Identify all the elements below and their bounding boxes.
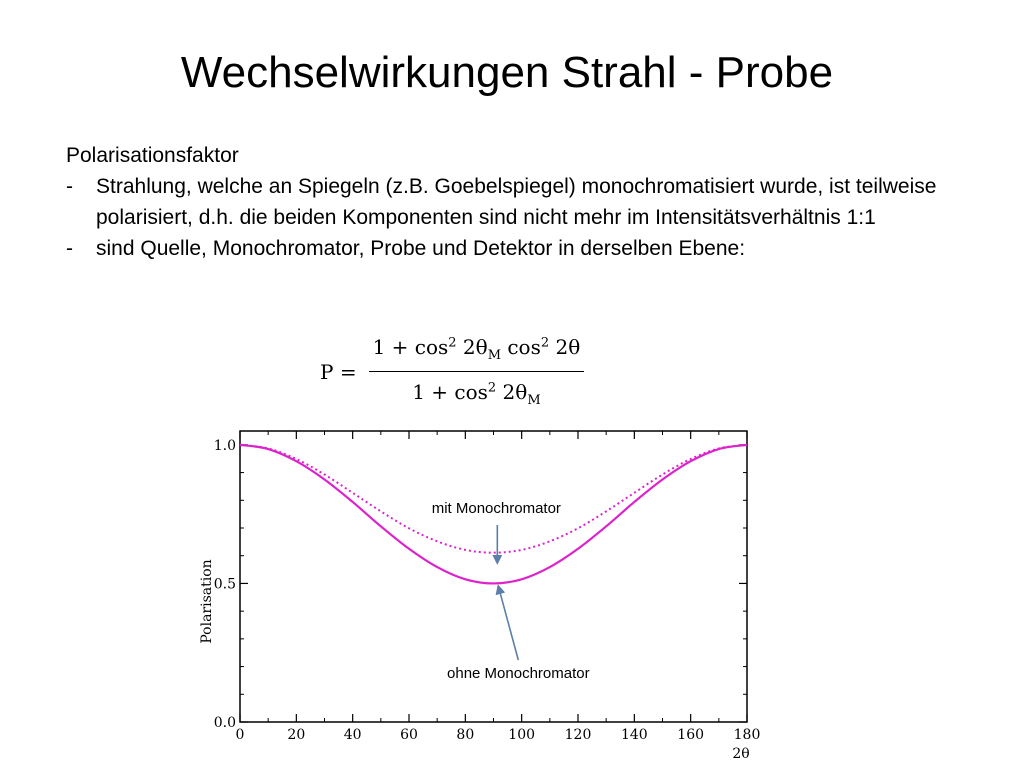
bullet-item [66, 171, 966, 233]
annotation-ohne-monochromator: ohne Monochromator [447, 665, 590, 682]
x-tick-label: 180 [733, 727, 761, 743]
bullet-dash: - [66, 237, 73, 260]
annotation-arrow-ohne [498, 586, 518, 660]
x-tick-label: 20 [287, 727, 306, 743]
x-tick-label: 160 [677, 727, 705, 743]
bullet-item [66, 233, 966, 264]
section-heading: Polarisationsfaktor [66, 144, 239, 167]
annotation-mit-monochromator: mit Monochromator [431, 500, 561, 517]
bullet-text: sind Quelle, Monochromator, Probe und Detektor in derselben Ebene: [96, 237, 746, 260]
formula-denominator: $1 + \cos^2 2\theta_M$ [412, 380, 541, 408]
x-tick-label: 100 [508, 727, 536, 743]
formula-numerator: $1 + \cos^2 2\theta_M$ $\cos^2 2\theta$ [369, 335, 585, 372]
bullet-text: Strahlung, welche an Spiegeln (z.B. Goebelspiegel) monochromatisiert wurde, ist teilweise polarisiert, d.h. die beiden Komponenten sind nicht mehr im Intensitätsverhältnis 1:1 [96, 175, 937, 229]
formula-fraction [369, 335, 585, 408]
x-axis-label: 2θ [732, 746, 750, 762]
body-text [66, 140, 966, 264]
x-tick-label: 40 [343, 727, 362, 743]
y-tick-label: 0.0 [213, 715, 236, 731]
polarisation-formula [320, 335, 584, 408]
bullet-dash: - [66, 175, 73, 198]
chart-axes [199, 431, 760, 762]
y-axis-label: Polarisation [199, 559, 215, 644]
x-tick-label: 140 [620, 727, 648, 743]
x-tick-label: 60 [400, 727, 418, 743]
x-tick-label: 80 [456, 727, 475, 743]
x-tick-label: 0 [235, 727, 245, 743]
chart-annotations [432, 500, 590, 682]
slide-title: Wechselwirkungen Strahl - Probe [180, 48, 834, 97]
formula-lhs: P = [320, 359, 357, 384]
series-line-mit-monochromator [240, 445, 747, 553]
y-tick-label: 1.0 [213, 437, 236, 454]
polarisation-chart [190, 420, 770, 765]
x-tick-label: 120 [564, 727, 592, 743]
y-tick-label: 0.5 [213, 576, 236, 593]
